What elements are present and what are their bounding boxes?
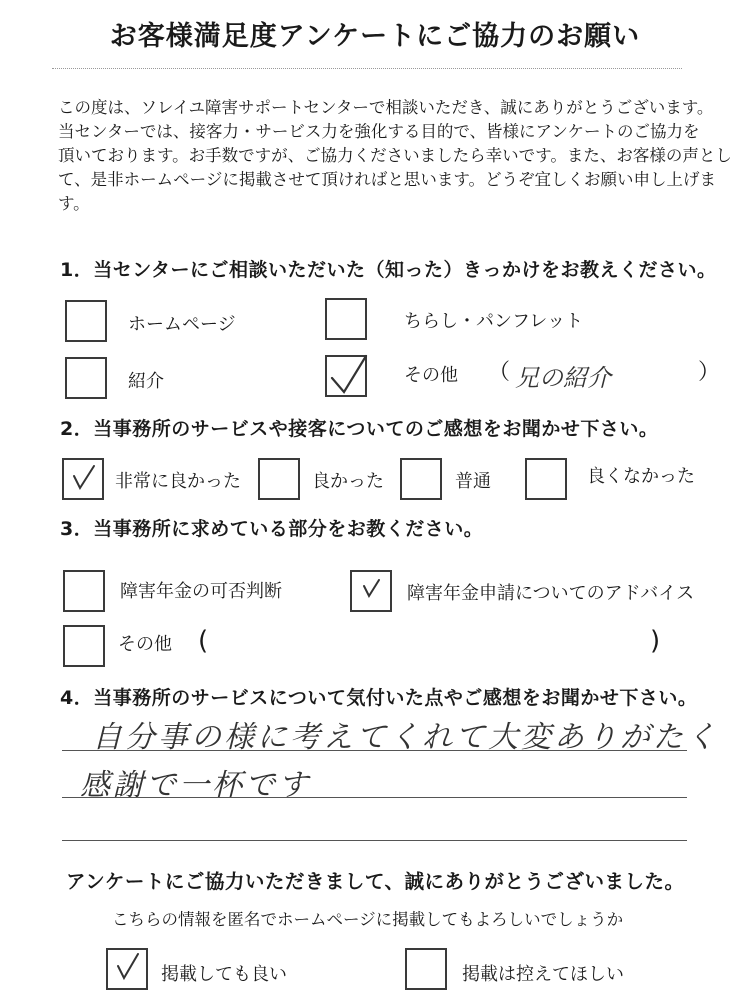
q1-referral-label: 紹介 [128,371,164,392]
q1-other-label: その他 [404,365,458,386]
q1-other-answer: 兄の紹介 [515,364,611,392]
intro-line: この度は、ソレイユ障害サポートセンターで相談いただき、誠にありがとうございます。 [58,98,714,117]
intro-line: 頂いております。お手数ですが、ご協力くださいましたら幸いです。また、お客様の声とし [58,146,732,165]
q3-question: 3．当事務所に求めている部分をお教ください。 [60,518,484,540]
q1-other-open-paren: （ [488,360,511,385]
intro-line: 当センターでは、接客力・サービス力を強化する目的で、皆様にアンケートのご協力を [58,122,700,141]
permission-decline-label: 掲載は控えてほしい [462,964,624,985]
q2-question: 2．当事務所のサービスや接客についてのご感想をお聞かせ下さい。 [60,418,659,440]
q3-other-open-paren: ( [198,626,209,656]
q2-average-checkbox[interactable] [400,458,442,500]
intro-line: て、是非ホームページに掲載させて頂ければと思います。どうぞ宜しくお願い申し上げま [58,170,717,189]
closing-message: アンケートにご協力いただきまして、誠にありがとうございました。 [66,870,685,893]
q2-not-good-checkbox[interactable] [525,458,567,500]
q1-flyer-checkbox[interactable] [325,298,367,340]
title-divider [52,68,682,69]
q2-average-label: 普通 [455,471,491,492]
answer-rule [62,840,687,841]
q4-answer-line-2: 感謝で一杯です [80,768,311,803]
q3-advice-label: 障害年金申請についてのアドバイス [407,583,695,604]
q2-not-good-label: 良くなかった [587,466,695,487]
q3-other-label: その他 [118,634,172,655]
q1-question: 1．当センターにご相談いただいた（知った）きっかけをお教えください。 [60,259,717,281]
check-mark-icon [352,570,392,610]
permission-question: こちらの情報を匿名でホームページに掲載してもよろしいでしょうか [112,910,624,929]
check-mark-icon [108,948,148,988]
page-title: お客様満足度アンケートにご協力のお願い [109,21,641,52]
answer-rule [62,750,687,751]
q3-eligibility-checkbox[interactable] [63,570,105,612]
q4-answer-line-1: 自分事の様に考えてくれて大変ありがたく [92,720,719,755]
q3-eligibility-label: 障害年金の可否判断 [120,581,282,602]
q2-good-checkbox[interactable] [258,458,300,500]
permission-allow-label: 掲載しても良い [161,964,287,985]
q3-other-checkbox[interactable] [63,625,105,667]
intro-text [58,96,732,216]
q1-referral-checkbox[interactable] [65,357,107,399]
q3-other-close-paren: ) [650,626,661,656]
answer-rule [62,797,687,798]
q1-other-close-paren: ） [698,360,721,385]
check-mark-icon [322,350,372,400]
permission-decline-checkbox[interactable] [405,948,447,990]
intro-line: す。 [58,194,90,213]
q1-flyer-label: ちらし・パンフレット [404,311,584,332]
q1-homepage-checkbox[interactable] [65,300,107,342]
check-mark-icon [64,458,104,498]
q4-question: 4．当事務所のサービスについて気付いた点やご感想をお聞かせ下さい。 [60,687,698,709]
q2-good-label: 良かった [312,471,384,492]
q1-homepage-label: ホームページ [128,314,236,335]
q2-very-good-label: 非常に良かった [115,471,241,492]
